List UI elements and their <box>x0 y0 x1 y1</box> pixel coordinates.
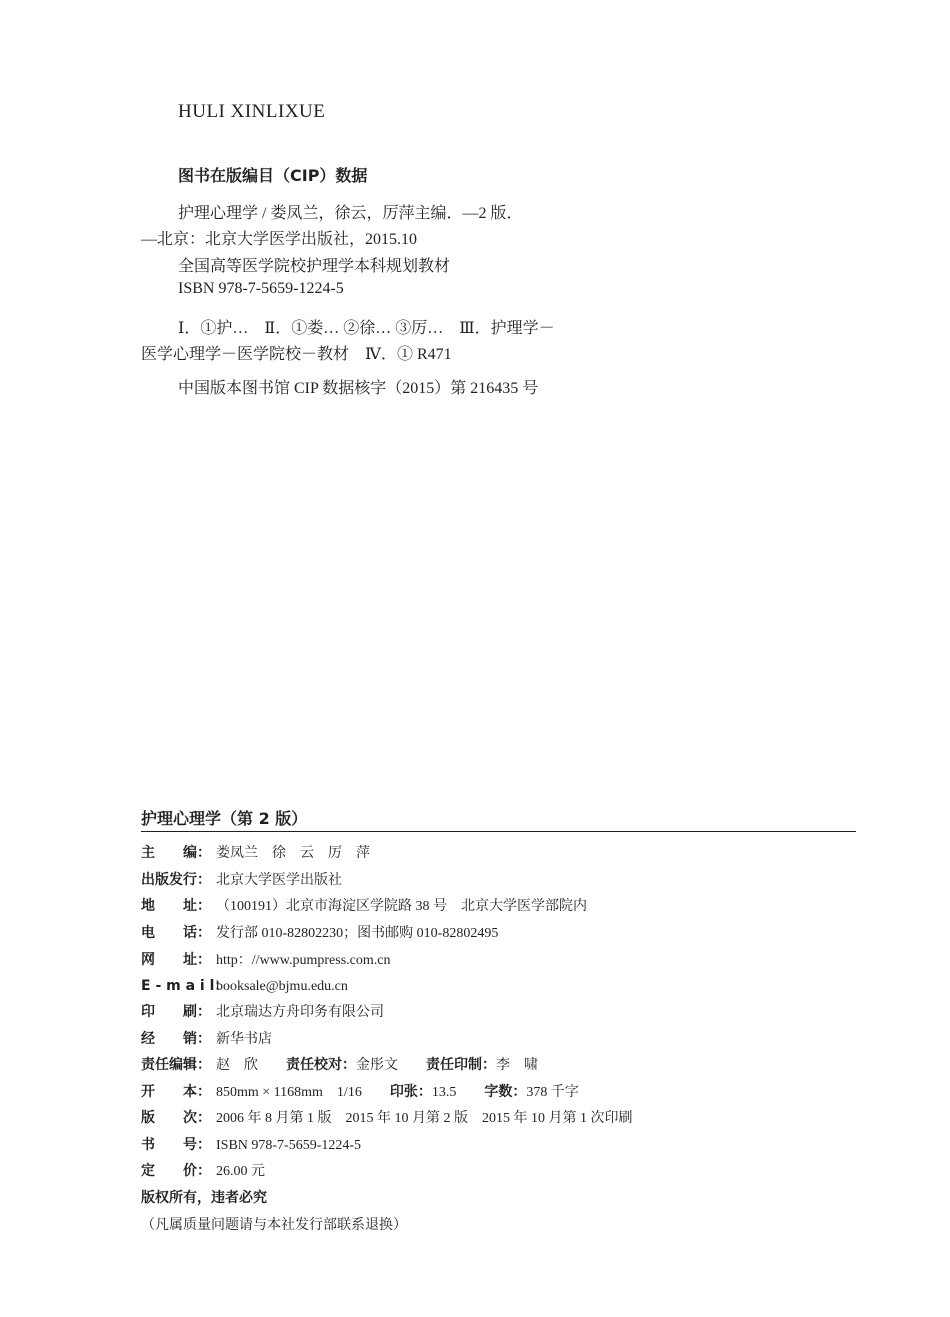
imprint-row-edition <box>141 1108 633 1128</box>
row-label: E - m a i l： <box>141 978 229 994</box>
row-value: 850mm × 1168mm 1/16 <box>216 1085 362 1100</box>
row-label: 电 话： <box>141 925 211 941</box>
row-value: （100191）北京市海淀区学院路 38 号 北京大学医学部院内 <box>216 899 587 914</box>
return-note: （凡属质量问题请与本社发行部联系退换） <box>141 1218 407 1233</box>
imprint-row-phone <box>141 923 498 943</box>
row-label: 版 次： <box>141 1110 211 1126</box>
imprint-row-editors <box>141 843 370 863</box>
cip-heading: 图书在版编目（CIP）数据 <box>178 166 368 185</box>
imprint-row-isbn <box>141 1135 361 1155</box>
imprint-row-email <box>141 976 348 996</box>
cip-line-3: 全国高等医学院校护理学本科规划教材 <box>178 258 451 275</box>
row-value: booksale@bjmu.edu.cn <box>216 979 348 994</box>
row-value: 北京大学医学出版社 <box>216 873 342 888</box>
imprint-row-distributor <box>141 1029 272 1049</box>
row-label: 印 刷： <box>141 1004 211 1020</box>
cip-line-4: ISBN 978-7-5659-1224-5 <box>178 280 344 297</box>
row-label: 开 本： <box>141 1084 211 1100</box>
row-value: 2006 年 8 月第 1 版 2015 年 10 月第 2 版 2015 年 10 月第 1 次印刷 <box>216 1111 633 1126</box>
row-value: 13.5 <box>431 1085 457 1100</box>
row-label: 责任印制： <box>426 1057 496 1073</box>
row-label: 地 址： <box>141 898 211 914</box>
imprint-row-responsibilities <box>141 1055 538 1075</box>
cip-line-5: Ⅰ．①护… Ⅱ．①娄… ②徐… ③厉… Ⅲ．护理学－ <box>178 320 555 337</box>
row-label: 网 址： <box>141 952 211 968</box>
cip-line-1: 护理心理学 / 娄凤兰，徐云，厉萍主编．—2 版． <box>178 205 523 222</box>
row-value: 李 啸 <box>496 1058 538 1073</box>
row-label: 责任校对： <box>286 1057 356 1073</box>
imprint-row-publisher <box>141 870 342 890</box>
row-value: http：//www.pumpress.com.cn <box>216 953 391 968</box>
row-label: 字数： <box>484 1084 527 1100</box>
row-value: 378 千字 <box>526 1085 579 1100</box>
imprint-row-website <box>141 950 390 970</box>
cip-line-7: 中国版本图书馆 CIP 数据核字（2015）第 216435 号 <box>178 380 539 397</box>
row-value: 娄凤兰 徐 云 厉 萍 <box>216 846 370 861</box>
row-label: 经 销： <box>141 1031 211 1047</box>
cip-line-2: —北京：北京大学医学出版社，2015.10 <box>141 231 418 248</box>
row-value: 发行部 010-82802230；图书邮购 010-82802495 <box>216 926 499 941</box>
imprint-row-printer <box>141 1002 384 1022</box>
row-label: 印张： <box>389 1084 432 1100</box>
row-label: 责任编辑： <box>141 1057 211 1073</box>
row-value: 26.00 元 <box>216 1164 265 1179</box>
row-value: ISBN 978-7-5659-1224-5 <box>216 1138 362 1153</box>
row-value: 赵 欣 <box>216 1058 258 1073</box>
row-label: 定 价： <box>141 1163 211 1179</box>
imprint-row-price <box>141 1161 265 1181</box>
pinyin-title: HULI XINLIXUE <box>178 101 326 122</box>
row-value: 北京瑞达方舟印务有限公司 <box>216 1005 384 1020</box>
row-label: 书 号： <box>141 1137 211 1153</box>
row-value: 新华书店 <box>216 1032 272 1047</box>
imprint-title: 护理心理学（第 2 版） <box>141 809 308 828</box>
title-divider <box>141 831 856 832</box>
imprint-row-address <box>141 896 587 916</box>
copyright-notice: 版权所有，违者必究 <box>141 1190 267 1206</box>
imprint-row-format <box>141 1082 579 1102</box>
row-label: 主 编： <box>141 845 211 861</box>
row-value: 金彤文 <box>356 1058 398 1073</box>
row-label: 出版发行： <box>141 872 211 888</box>
cip-line-6: 医学心理学－医学院校－教材 Ⅳ．① R471 <box>141 346 452 363</box>
